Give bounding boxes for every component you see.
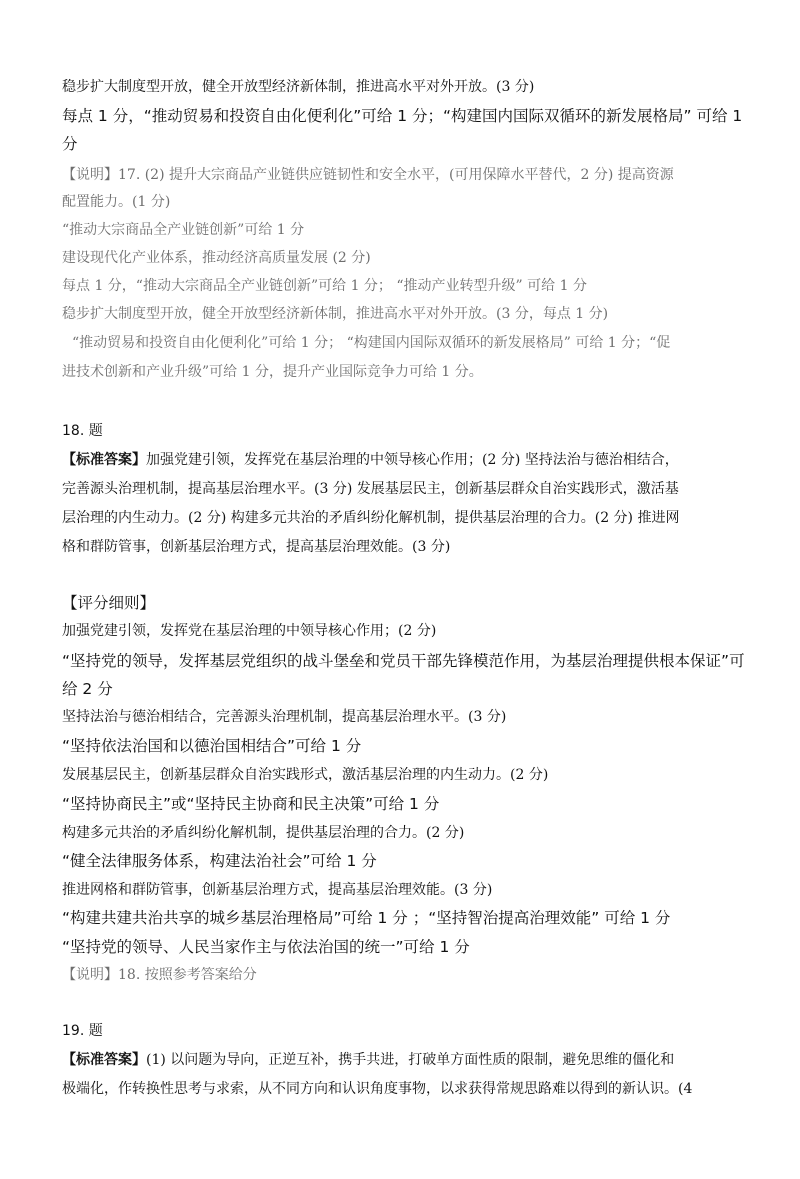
text-line: 推进网格和群防管事，创新基层治理方式，提高基层治理效能。(3 分) xyxy=(62,882,493,898)
text-line: 每点 1 分，“推动贸易和投资自由化便利化”可给 1 分；“构建国内国际双循环的新发展格局” 可给 1 xyxy=(62,107,743,125)
text-line: “坚持依法治国和以德治国相结合”可给 1 分 xyxy=(62,737,362,755)
text-line: 极端化，作转换性思考与求索，从不同方向和认识角度事物，以求获得常规思路难以得到的新认识。(4 xyxy=(62,1081,693,1097)
text-line: “推动大宗商品全产业链创新”可给 1 分 xyxy=(62,222,305,238)
answer-tag: 【标准答案】 xyxy=(62,452,146,468)
text-line: 格和群防管事，创新基层治理方式，提高基层治理效能。(3 分) xyxy=(62,539,451,555)
text-line: 每点 1 分，“推动大宗商品全产业链创新”可给 1 分； “推动产业转型升级” 可给 1 分 xyxy=(62,278,587,294)
answer-text: (1) 以问题为导向，正逆互补，携手共进，打破单方面性质的限制，避免思维的僵化和 xyxy=(146,1052,675,1068)
text-line: 配置能力。(1 分) xyxy=(62,194,171,210)
text-line: 层治理的内生动力。(2 分) 构建多元共治的矛盾纠纷化解机制，提供基层治理的合力。(2 分) 推进网 xyxy=(62,510,680,526)
note-tag: 【说明】 xyxy=(62,967,118,983)
answer-line-19 xyxy=(62,1049,674,1069)
text-line: 建设现代化产业体系，推动经济高质量发展 (2 分) xyxy=(62,250,371,266)
note-text: 17. (2) 提升大宗商品产业链供应链韧性和安全水平，(可用保障水平替代，2 分) 提高资源 xyxy=(118,167,674,183)
text-line: 分 xyxy=(62,135,78,153)
answer-text: 加强党建引领，发挥党在基层治理的中领导核心作用；(2 分) 坚持法治与德治相结合， xyxy=(146,452,679,468)
note-line-17 xyxy=(62,164,674,184)
note-line-18 xyxy=(62,964,257,984)
text-line: 坚持法治与德治相结合，完善源头治理机制，提高基层治理水平。(3 分) xyxy=(62,709,507,725)
text-line: 完善源头治理机制，提高基层治理水平。(3 分) 发展基层民主，创新基层群众自治实践形式，激活基 xyxy=(62,481,679,497)
text-line: “坚持党的领导，发挥基层党组织的战斗堡垒和党员干部先锋模范作用，为基层治理提供根本保证”可 xyxy=(62,652,745,670)
note-tag: 【说明】 xyxy=(62,167,118,183)
text-line: “健全法律服务体系，构建法治社会”可给 1 分 xyxy=(62,852,377,870)
answer-tag: 【标准答案】 xyxy=(62,1052,146,1068)
text-line: 稳步扩大制度型开放，健全开放型经济新体制，推进高水平对外开放。(3 分，每点 1 分) xyxy=(62,306,609,322)
text-line: 构建多元共治的矛盾纠纷化解机制，提供基层治理的合力。(2 分) xyxy=(62,825,465,841)
text-line: “构建共建共治共享的城乡基层治理格局”可给 1 分 ；“坚持智治提高治理效能” 可给 1 分 xyxy=(62,909,671,927)
question-18-title: 18. 题 xyxy=(62,423,103,439)
note-text: 18. 按照参考答案给分 xyxy=(118,967,257,983)
question-19-title: 19. 题 xyxy=(62,1023,103,1039)
scoring-rules-title: 【评分细则】 xyxy=(62,594,156,612)
text-line: “推动贸易和投资自由化便利化”可给 1 分； “构建国内国际双循环的新发展格局” 可给 1 分；“促 xyxy=(72,335,671,351)
text-line: 给 2 分 xyxy=(62,680,113,698)
text-line: “坚持协商民主”或“坚持民主协商和民主决策”可给 1 分 xyxy=(62,795,440,813)
text-line: “坚持党的领导、人民当家作主与依法治国的统一”可给 1 分 xyxy=(62,938,470,956)
text-line: 稳步扩大制度型开放，健全开放型经济新体制，推进高水平对外开放。(3 分) xyxy=(62,79,535,95)
text-line: 进技术创新和产业升级”可给 1 分，提升产业国际竞争力可给 1 分。 xyxy=(62,364,483,380)
text-line: 发展基层民主，创新基层群众自治实践形式，激活基层治理的内生动力。(2 分) xyxy=(62,767,549,783)
answer-line-18 xyxy=(62,449,679,469)
text-line: 加强党建引领，发挥党在基层治理的中领导核心作用；(2 分) xyxy=(62,623,437,639)
